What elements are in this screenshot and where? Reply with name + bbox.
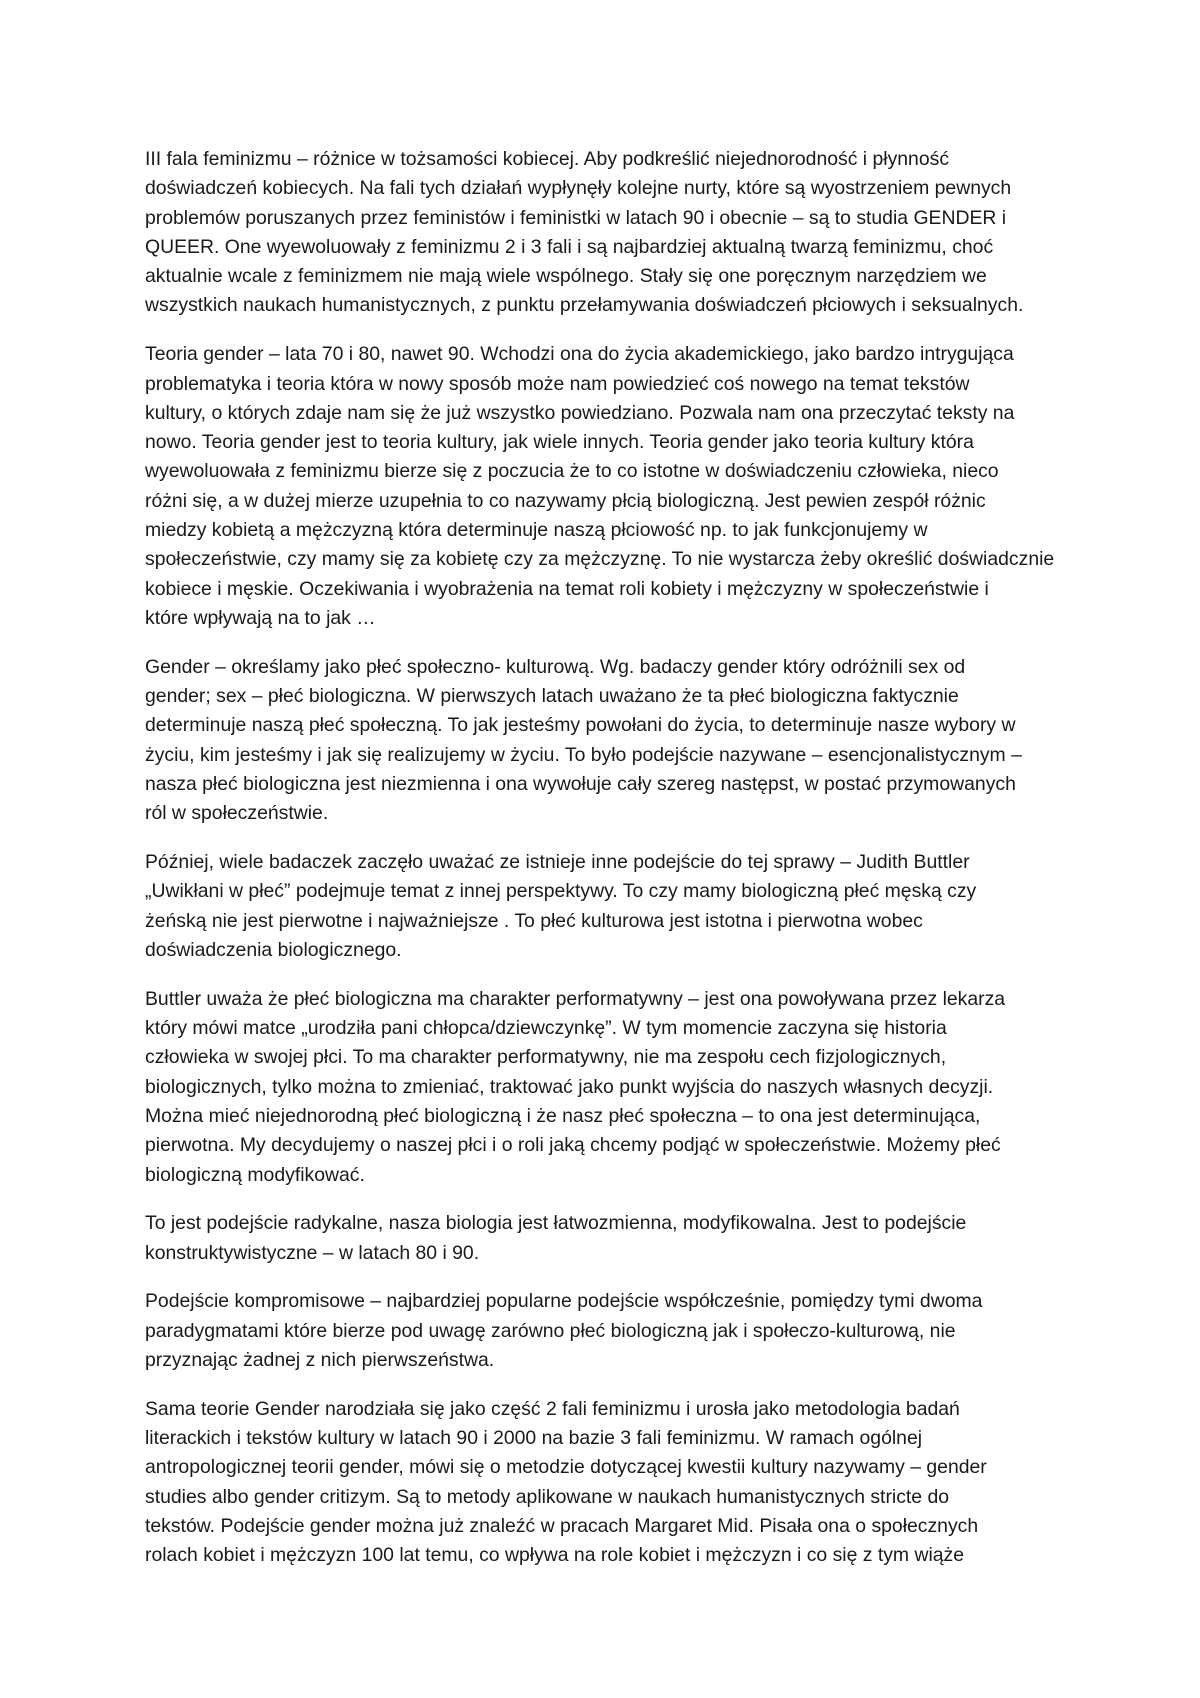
text-line: różni się, a w dużej mierze uzupełnia to co nazywamy płcią biologiczną. Jest pewien zespół różnic <box>145 489 986 512</box>
text-line: wyewoluowała z feminizmu bierze się z poczucia że to co istotne w doświadczeniu człowieka, nieco <box>145 460 999 483</box>
text-line: pierwotna. My decydujemy o naszej płci i o roli jaką chcemy podjąć w społeczeństwie. Możemy płeć <box>145 1134 1001 1157</box>
text-line: przyznając żadnej z nich pierwszeństwa. <box>145 1348 495 1371</box>
text-line: gender; sex – płeć biologiczna. W pierwszych latach uważano że ta płeć biologiczna faktycznie <box>145 685 959 708</box>
text-line: literackich i tekstów kultury w latach 90 i 2000 na bazie 3 fali feminizmu. W ramach ogólnej <box>145 1427 923 1450</box>
text-line: biologicznych, tylko można to zmieniać, traktować jako punkt wyjścia do naszych własnych decyzji. <box>145 1075 994 1098</box>
text-line: aktualnie wcale z feminizmem nie mają wiele wspólnego. Stały się one poręcznym narzędziem we <box>145 265 987 288</box>
text-line: wszystkich naukach humanistycznych, z punktu przełamywania doświadczeń płciowych i seksualnych. <box>145 294 1024 317</box>
text-line: Później, wiele badaczek zaczęło uważać ze istnieje inne podejście do tej sprawy – Judith Buttler <box>145 851 970 874</box>
paragraph-compromise-approach <box>145 1287 1075 1375</box>
paragraph-performativity <box>145 985 1075 1190</box>
text-line: III fala feminizmu – różnice w tożsamości kobiecej. Aby podkreślić niejednorodność i płynność <box>145 148 950 170</box>
text-line: tekstów. Podejście gender można już znaleźć w pracach Margaret Mid. Pisała ona o społecznych <box>145 1514 979 1537</box>
text-line: życiu, kim jesteśmy i jak się realizujemy w życiu. To było podejście nazywane – esencjonalistycznym – <box>145 743 1022 766</box>
text-line: konstruktywistyczne – w latach 80 i 90. <box>145 1241 480 1264</box>
text-line: kultury, o których zdaje nam się że już wszystko powiedziano. Pozwala nam ona przeczytać teksty na <box>145 401 1015 424</box>
paragraph-judith-buttler <box>145 848 1075 965</box>
text-line: biologiczną modyfikować. <box>145 1163 365 1186</box>
text-line: Można mieć niejednorodną płeć biologiczną i że nasz płeć społeczna – to ona jest determinująca, <box>145 1104 981 1127</box>
text-line: Buttler uważa że płeć biologiczna ma charakter performatywny – jest ona powoływana przez lekarza <box>145 987 1006 1010</box>
text-line: Sama teorie Gender narodziała się jako część 2 fali feminizmu i urosła jako metodologia badań <box>145 1397 960 1420</box>
text-line: determinuje naszą płeć społeczną. To jak jesteśmy powołani do życia, to determinuje nasze wybory w <box>145 714 1016 737</box>
text-line: społeczeństwie, czy mamy się za kobietę czy za mężczyznę. To nie wystarcza żeby określić doświadcznie <box>145 548 1055 571</box>
text-line: studies albo gender critizym. Są to metody aplikowane w naukach humanistycznych stricte do <box>145 1485 950 1508</box>
text-line: miedzy kobietą a mężczyzną która determinuje naszą płciowość np. to jak funkcjonujemy w <box>145 519 928 542</box>
text-line: doświadczenia biologicznego. <box>145 938 402 961</box>
text-line: żeńską nie jest pierwotne i najważniejsze . To płeć kulturowa jest istotna i pierwotna wobec <box>145 909 923 932</box>
paragraph-gender-methodology <box>145 1395 1075 1571</box>
text-line: To jest podejście radykalne, nasza biologia jest łatwozmienna, modyfikowalna. Jest to podejście <box>145 1212 967 1235</box>
text-line: ról w społeczeństwie. <box>145 802 329 825</box>
text-line: problemów poruszanych przez feministów i feministki w latach 90 i obecnie – są to studia GENDER i <box>145 206 1007 229</box>
text-line: które wpływają na to jak … <box>145 606 376 629</box>
paragraph-gender-definition <box>145 653 1075 829</box>
text-line: kobiece i męskie. Oczekiwania i wyobrażenia na temat roli kobiety i mężczyzny w społeczeństwie i <box>145 577 989 600</box>
text-line: nowo. Teoria gender jest to teoria kultury, jak wiele innych. Teoria gender jako teoria kultury która <box>145 431 974 454</box>
text-line: nasza płeć biologiczna jest niezmienna i ona wywołuje cały szereg następst, w postać przymowanych <box>145 772 1016 795</box>
text-line: paradygmatami które bierze pod uwagę zarówno płeć biologiczną jak i społeczo-kulturową, nie <box>145 1319 956 1342</box>
paragraph-radical-approach <box>145 1209 1075 1268</box>
text-line: problematyka i teoria która w nowy sposób może nam powiedzieć coś nowego na temat tekstów <box>145 372 970 395</box>
text-line: Teoria gender – lata 70 i 80, nawet 90. Wchodzi ona do życia akademickiego, jako bardzo intrygująca <box>145 343 1014 366</box>
paragraph-third-wave-feminism <box>145 145 1075 321</box>
text-line: doświadczeń kobiecych. Na fali tych działań wypłynęły kolejne nurty, które są wyostrzeniem pewnych <box>145 177 1012 200</box>
paragraph-gender-theory <box>145 340 1075 633</box>
document-body <box>145 145 1075 1590</box>
text-line: rolach kobiet i mężczyzn 100 lat temu, co wpływa na role kobiet i mężczyzn i co się z tym wiąże <box>145 1544 965 1567</box>
text-line: „Uwikłani w płeć” podejmuje temat z innej perspektywy. To czy mamy biologiczną płeć męską czy <box>145 880 977 903</box>
text-line: który mówi matce „urodziła pani chłopca/dziewczynkę”. W tym momencie zaczyna się historia <box>145 1017 947 1040</box>
text-line: człowieka w swojej płci. To ma charakter performatywny, nie ma zespołu cech fizjologicznych, <box>145 1046 947 1069</box>
text-line: Podejście kompromisowe – najbardziej popularne podejście współcześnie, pomiędzy tymi dwoma <box>145 1290 983 1313</box>
text-line: Gender – określamy jako płeć społeczno- kulturową. Wg. badaczy gender który odróżnili sex od <box>145 655 966 678</box>
text-line: QUEER. One wyewoluowały z feminizmu 2 i 3 fali i są najbardziej aktualną twarzą feminizmu, choć <box>145 235 994 258</box>
text-line: antropologicznej teorii gender, mówi się o metodzie dotyczącej kwestii kultury nazywamy – gender <box>145 1456 987 1479</box>
